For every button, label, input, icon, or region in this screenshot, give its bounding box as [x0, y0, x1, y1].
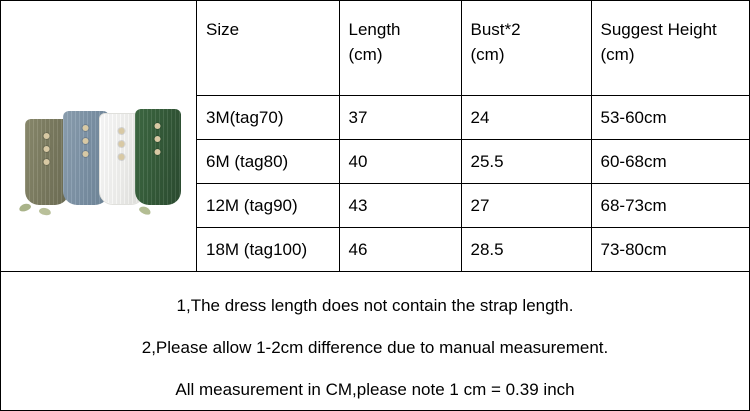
table-header-row [197, 1, 749, 95]
note-line-3: All measurement in CM,please note 1 cm = 0.39 inch [175, 380, 575, 399]
cell-height: 60-68cm [591, 139, 749, 183]
cell-length: 40 [339, 139, 461, 183]
size-table [197, 1, 749, 272]
leaf-decoration-icon [38, 207, 51, 216]
table-row [197, 183, 749, 227]
cell-height: 53-60cm [591, 95, 749, 139]
size-chart-top [1, 1, 749, 272]
cell-size: 12M (tag90) [197, 183, 339, 227]
table-row [197, 139, 749, 183]
button-placket-icon [44, 133, 51, 172]
note-line-1: 1,The dress length does not contain the strap length. [176, 296, 574, 315]
header-suggest-height [591, 1, 749, 95]
cell-height: 68-73cm [591, 183, 749, 227]
cell-length: 46 [339, 227, 461, 271]
cell-bust: 28.5 [461, 227, 591, 271]
product-photo [11, 87, 187, 217]
header-length-line1: Length [348, 20, 401, 39]
cell-bust: 24 [461, 95, 591, 139]
leaf-decoration-icon [138, 205, 152, 216]
notes-section [1, 272, 749, 410]
cell-size: 18M (tag100) [197, 227, 339, 271]
table-row [197, 227, 749, 271]
header-length [339, 1, 461, 95]
table-row [197, 95, 749, 139]
header-size-line1: Size [206, 20, 240, 39]
header-length-line2: (cm) [348, 45, 383, 64]
cell-length: 43 [339, 183, 461, 227]
header-bust-line1: Bust*2 [470, 20, 521, 39]
romper-green [135, 109, 181, 205]
cell-bust: 27 [461, 183, 591, 227]
button-placket-icon [119, 128, 126, 167]
cell-bust: 25.5 [461, 139, 591, 183]
header-size [197, 1, 339, 95]
button-placket-icon [155, 123, 162, 162]
cell-size: 6M (tag80) [197, 139, 339, 183]
product-image-cell [1, 1, 197, 272]
header-height-line1: Suggest Height [600, 20, 717, 39]
button-placket-icon [83, 125, 90, 164]
cell-length: 37 [339, 95, 461, 139]
cell-height: 73-80cm [591, 227, 749, 271]
header-bust [461, 1, 591, 95]
header-bust-line2: (cm) [470, 45, 505, 64]
header-height-line2: (cm) [600, 45, 635, 64]
leaf-decoration-icon [18, 202, 32, 212]
cell-size: 3M(tag70) [197, 95, 339, 139]
note-line-2: 2,Please allow 1-2cm difference due to manual measurement. [141, 338, 609, 357]
